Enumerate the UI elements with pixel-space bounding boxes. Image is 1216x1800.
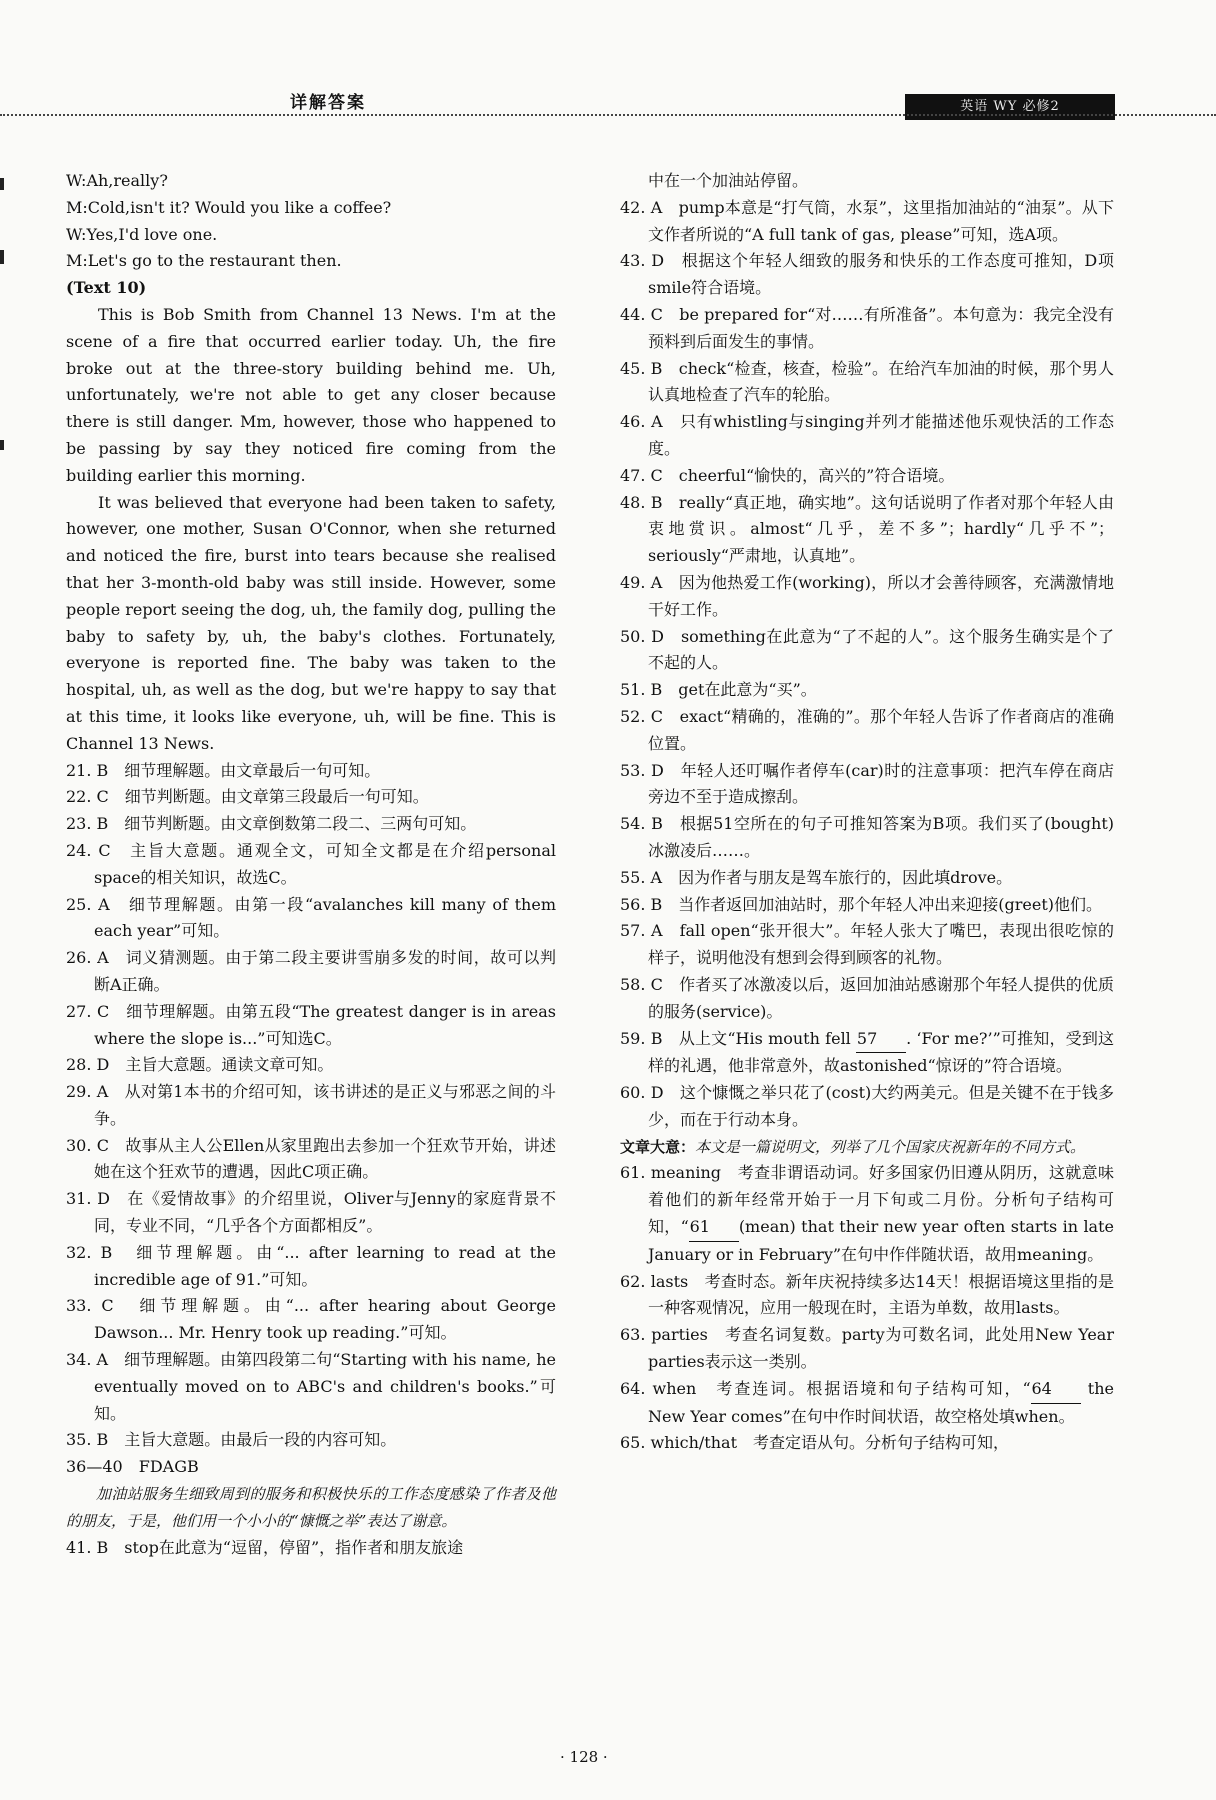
margin-mark [0,440,4,450]
answer-item: 42. A pump本意是“打气筒，水泵”，这里指加油站的“油泵”。从下文作者所说的“A full tank of gas, please”可知，选A项。 [620,197,1114,244]
answer-item: 29. A 从对第1本书的介绍可知，该书讲述的是正义与邪恶之间的斗争。 [66,1082,556,1128]
answer-item: 57. A fall open“张开很大”。年轻人张大了嘴巴，表现出很吃惊的样子，说明他没有想到会得到顾客的礼物。 [620,921,1114,968]
answer-blank: 57 [856,1026,906,1054]
dialog-line: M:Cold,isn't it? Would you like a coffee? [66,197,392,217]
margin-mark [0,250,4,264]
answer-item: 35. B 主旨大意题。由最后一段的内容可知。 [66,1430,397,1450]
answer-item: 63. parties 考查名词复数。party为可数名词，此处用New Year parties表示这一类别。 [620,1325,1114,1372]
answer-text: 59. B 从上文“His mouth fell [620,1028,857,1048]
answer-item: 25. A 细节理解题。由第一段“avalanches kill many of them each year”可知。 [66,894,556,941]
answer-item: 52. C exact“精确的，准确的”。那个年轻人告诉了作者商店的准确位置。 [620,706,1114,753]
answer-item: 47. C cheerful“愉快的，高兴的”符合语境。 [620,465,955,485]
margin-mark [0,178,4,190]
answer-item: 55. A 因为作者与朋友是驾车旅行的，因此填drove。 [620,867,1013,887]
answer-text: 64. when 考查连词。根据语境和句子结构可知，“ [620,1378,1031,1398]
answer-item: 53. D 年轻人还叮嘱作者停车(car)时的注意事项：把汽车停在商店旁边不至于造成擦刮。 [620,760,1114,807]
answer-item: 65. which/that 考查定语从句。分析句子结构可知， [620,1433,1010,1453]
passage-summary: 加油站服务生细致周到的服务和积极快乐的工作态度感染了作者及他的朋友，于是，他们用一个小小的“慷慨之举”表达了谢意。 [66,1485,556,1530]
answer-item: 60. D 这个慷慨之举只花了(cost)大约两美元。但是关键不在于钱多少，而在于行动本身。 [620,1083,1114,1129]
answer-item [620,1026,1114,1081]
answer-item: 27. C 细节理解题。由第五段“The greatest danger is in areas where the slope is...”可知选C。 [66,1001,556,1048]
answer-text: (mean) that their new year often starts in late January or in February”在句中作伴随状语，故用meaning。 [648,1217,1114,1264]
answer-item: 24. C 主旨大意题。通观全文，可知全文都是在介绍personal space的相关知识，故选C。 [66,840,556,887]
answer-item: 34. A 细节理解题。由第四段第二句“Starting with his name, he eventually moved on to ABC's and children's books.”可知。 [66,1350,556,1423]
answer-item: 28. D 主旨大意题。通读文章可知。 [66,1055,334,1075]
answer-item: 23. B 细节判断题。由文章倒数第二段二、三两句可知。 [66,814,477,834]
answer-text: . ‘For me?’”可推知，受到这样的礼遇，他非常意外，故astonished“惊讶的”符合语境。 [648,1028,1115,1076]
answer-continuation: 中在一个加油站停留。 [648,171,809,190]
dialog-line: W:Yes,I'd love one. [66,224,218,244]
header-title: 详解答案 [290,93,366,113]
answer-item: 51. B get在此意为“买”。 [620,680,817,700]
answer-item: 54. B 根据51空所在的句子可推知答案为B项。我们买了(bought)冰激凌后……。 [620,814,1114,860]
summary-text: 本文是一篇说明文，列举了几个国家庆祝新年的不同方式。 [695,1137,1086,1156]
answer-item: 43. D 根据这个年轻人细致的服务和快乐的工作态度可推知，D项smile符合语境。 [620,251,1114,298]
transcript-paragraph: It was believed that everyone had been taken to safety, however, one mother, Susan O'Connor, when she returned and noticed the fire, burst into tears because she realised that her 3-month-old baby was still inside. However, some people report seeing the dog, uh, the family dog, pulling the baby to safety by, uh, the baby's clothes. Fortunately, everyone is reported fine. The baby was taken to the hospital, uh, as well as the dog, but we're happy to say that at this time, it looks like everyone, uh, will be fine. This is Channel 13 News. [66,492,556,753]
answer-item: 62. lasts 考查时态。新年庆祝持续多达14天！根据语境这里指的是一种客观情况，应用一般现在时，主语为单数，故用lasts。 [620,1271,1114,1318]
summary-block [620,1134,1114,1161]
answer-item: 46. A 只有whistling与singing并列才能描述他乐观快活的工作态度。 [620,412,1114,458]
answer-item: 21. B 细节理解题。由文章最后一句可知。 [66,760,381,780]
answer-item: 30. C 故事从主人公Ellen从家里跑出去参加一个狂欢节开始，讲述她在这个狂欢节的遭遇，因此C项正确。 [66,1135,556,1182]
answer-blank: 64 [1031,1376,1081,1404]
answer-text: the New Year comes”在句中作时间状语，故空格处填when。 [648,1378,1114,1426]
page-number: · 128 · [560,1748,608,1766]
answer-item [620,1376,1114,1431]
answer-item: 50. D something在此意为“了不起的人”。这个服务生确实是个了不起的人。 [620,626,1114,673]
answer-item: 33. C 细节理解题。由“... after hearing about George Dawson... Mr. Henry took up reading.”可知。 [66,1296,556,1343]
answer-item: 26. A 词义猜测题。由于第二段主要讲雪崩多发的时间，故可以判断A正确。 [66,948,556,994]
answer-item: 56. B 当作者返回加油站时，那个年轻人冲出来迎接(greet)他们。 [620,894,1103,914]
summary-label: 文章大意： [620,1137,696,1156]
answer-item: 45. B check“检查，核查，检验”。在给汽车加油的时候，那个男人认真地检查了汽车的轮胎。 [620,358,1114,405]
answer-blank: 61 [689,1214,739,1242]
text10-label: (Text 10) [66,278,147,298]
answer-item [620,1160,1114,1268]
answer-item: 48. B really“真正地，确实地”。这句话说明了作者对那个年轻人由衷地赏识。almost“几乎，差不多”；hardly“几乎不”；seriously“严肃地，认真地”。 [620,492,1114,566]
header-badge: 英语 WY 必修2 [905,94,1115,120]
left-column [66,168,556,1561]
answer-item: 32. B 细节理解题。由“... after learning to read at the incredible age of 91.”可知。 [66,1242,556,1289]
dialog-line: W:Ah,really? [66,171,168,190]
right-column [620,168,1114,1457]
answer-item: 31. D 在《爱情故事》的介绍里说，Oliver与Jenny的家庭背景不同，专业不同，“几乎各个方面都相反”。 [66,1189,556,1236]
answer-text: 61. meaning 考查非谓语动词。好多国家仍旧遵从阴历，这就意味着他们的新年经常开始于一月下旬或二月份。分析句子结构可知，“ [620,1163,1114,1237]
answer-item: 58. C 作者买了冰激凌以后，返回加油站感谢那个年轻人提供的优质的服务(service)。 [620,974,1114,1021]
answer-range: 36—40 FDAGB [66,1457,199,1477]
answer-item: 22. C 细节判断题。由文章第三段最后一句可知。 [66,787,429,807]
dialog-line: M:Let's go to the restaurant then. [66,251,342,271]
transcript-paragraph: This is Bob Smith from Channel 13 News. I'm at the scene of a fire that occurred earlier today. Uh, the fire broke out at the three-story building behind me. Uh, unfortunately, we're not able to get any closer because there is still danger. Mm, however, those who happened to be passing by say they noticed fire coming from the building earlier this morning. [66,304,556,485]
answer-item: 49. A 因为他热爱工作(working)，所以才会善待顾客，充满激情地干好工作。 [620,572,1114,619]
answer-item: 44. C be prepared for“对……有所准备”。本句意为：我完全没有预料到后面发生的事情。 [620,304,1114,351]
answer-item: 41. B stop在此意为“逗留，停留”，指作者和朋友旅途 [66,1537,464,1557]
header-divider [0,114,1216,116]
